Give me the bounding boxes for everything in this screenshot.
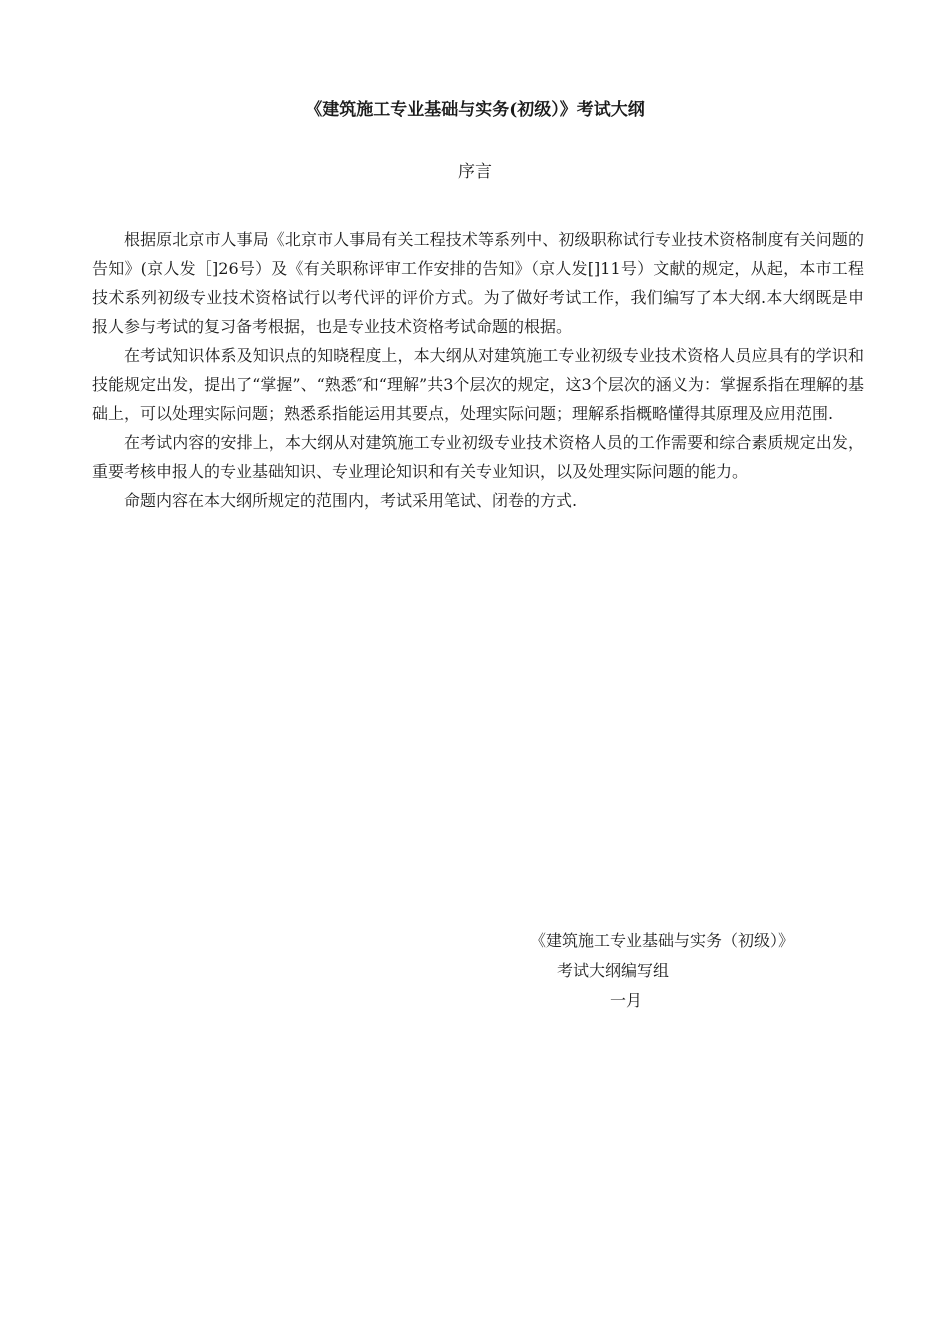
signature-exam-name: 《建筑施工专业基础与实务（初级）》 [530, 931, 795, 950]
signature-date: 一月 [610, 991, 643, 1010]
document-title: 《建筑施工专业基础与实务(初级）》考试大纲 [305, 100, 645, 120]
signature-author: 考试大纲编写组 [557, 961, 670, 980]
paragraph: 在考试知识体系及知识点的知晓程度上，本大纲从对建筑施工专业初级专业技术资格人员应具有的学识和技能规定出发，提出了“掌握”、“熟悉″和“理解”共3个层次的规定，这3个层次的涵义为：掌握系指在理解的基础上，可以处理实际问题；熟悉系指能运用其要点，处理实际问题；理解系指概略懂得其原理及应用范围. [92, 346, 864, 423]
paragraph: 根据原北京市人事局《北京市人事局有关工程技术等系列中、初级职称试行专业技术资格制度有关问题的告知》(京人发［]26号）及《有关职称评审工作安排的告知》（京人发[]11号）文献的规定，从起，本市工程技术系列初级专业技术资格试行以考代评的评价方式。为了做好考试工作，我们编写了本大纲.本大纲既是申报人参与考试的复习备考根据，也是专业技术资格考试命题的根据。 [92, 230, 864, 336]
document-body [92, 225, 864, 515]
paragraph: 命题内容在本大纲所规定的范围内，考试采用笔试、闭卷的方式. [124, 491, 578, 510]
paragraph: 在考试内容的安排上，本大纲从对建筑施工专业初级专业技术资格人员的工作需要和综合素质规定出发，重要考核申报人的专业基础知识、专业理论知识和有关专业知识，以及处理实际问题的能力。 [92, 433, 864, 481]
signature-block [520, 926, 880, 1016]
preface-heading: 序言 [458, 162, 492, 182]
